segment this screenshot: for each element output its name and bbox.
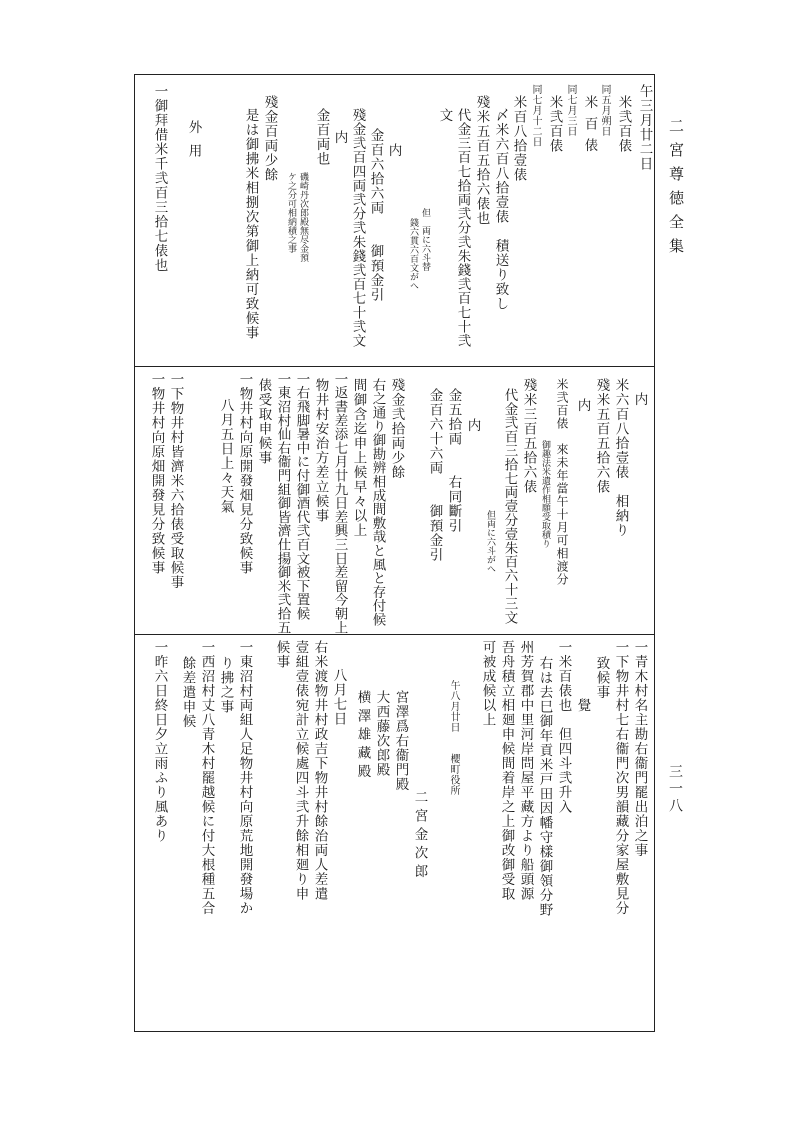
text-column: 金百六拾六両 御預金引 [367,128,384,302]
text-column: 一物井村向原開發畑見分致候事 [236,372,253,575]
text-column: 米弐百俵 [615,95,632,153]
text-column: 磯崎丹次郎殿無尽金預 [298,172,308,262]
text-column: 一下物井村七右衞門次男韻藏分家屋敷見分 [612,640,629,916]
text-column: 間御含迄申上候早々以上 [350,378,367,538]
text-column: 代金三百七拾両弐分弐朱錢弐百七十弐 [454,108,471,348]
text-column: 物井村安治方差立候事 [312,378,329,523]
text-column: 米弐百俵 [546,95,563,153]
text-column: 〆米六百八拾壹俵 積送り致し [492,108,509,311]
text-column: 但 両に六斗替 [420,208,430,271]
text-column: 右は去巳御年貢米戸田因幡守樣御領分野 [536,656,553,917]
text-column: 米百俵 [581,95,598,160]
text-column: 殘金百両少餘 [261,95,278,182]
text-column: 同七月十二日 [530,84,541,147]
text-column: 殘米五百五拾六俵 [593,378,610,494]
text-column: 内 [464,418,481,433]
page-header: 二宮尊徳全集 [667,118,685,262]
text-column: 殘米五百五拾六俵也 [473,95,490,226]
text-column: 一御拜借米千弐百三拾七俵也 [151,84,168,273]
text-column: 殘米三百五拾六俵 [520,378,537,494]
text-column: 内 [331,130,348,145]
text-column: 米百八拾壹俵 [510,95,527,182]
text-column: 同五月朔日 [599,84,610,137]
text-column: 是は御拂米相捌次第御上納可致候事 [242,108,259,340]
text-column: 致候事 [593,656,610,700]
text-column: 宮澤爲右衞門殿 [392,690,409,792]
text-column: 八月五日上々天氣 [217,398,234,514]
text-column: ケ之分可相納積之事 [286,172,296,253]
text-column: 一米百俵也 但四斗弐升入 [555,640,572,814]
text-column: 同七月三日 [565,84,576,137]
text-column: 二宮金次郎 [411,790,428,883]
text-column: 一東沼村仙右衞門組御皆濟仕揚御米弐拾五 [274,372,291,635]
text-column: 候事 [273,640,290,669]
text-column: 一西沼村丈八青木村罷越候に付大根種五合 [198,640,215,916]
text-column: 吾舟積立相廻申候間着岸之上御改御受取 [498,640,515,901]
text-column: 餘差遣申候 [179,656,196,729]
text-column: 一青木村名主勘右衞門罷出泊之事 [631,640,648,858]
text-column: 午三月廿二日 [636,84,653,171]
text-column: 内 [574,398,591,413]
text-column: 金百両也 [313,108,330,166]
text-column: 大西藤次郎殿 [373,690,390,777]
text-column: 米六百八拾壹俵 相納り [612,378,629,538]
text-column: 但両に六斗がへ [485,510,495,573]
text-column: 内 [631,392,648,407]
text-column: 覺 [574,698,591,713]
text-column: 俵受取申候事 [255,378,272,465]
text-column: 州芳賀郡中里河岸問屋平藏方より船頭源 [517,640,534,901]
text-column: 一右飛脚暑中に付御酒代弐百文被下置候 [293,372,310,621]
text-column: 文 [436,108,453,123]
text-column: 錢六貫六百文がへ [408,218,418,290]
text-column: 殘金弐拾両少餘 [388,378,405,480]
text-column: 外用 [185,120,202,167]
text-column: 金五拾両 右同斷引 [445,388,462,533]
text-column: 内 [385,143,402,158]
text-column: 殘金弐百四両弐分弐朱錢弐百七十弐文 [349,108,366,348]
text-column: 代金弐百三拾七両壹分壹朱百六十三文 [501,388,518,625]
section-divider-1 [134,366,655,367]
text-column: 御趣法米遺作相願受取積り [540,440,550,548]
text-column: 右之通り御勘辨相成間敷哉と風と存付候 [369,378,386,627]
text-column: 壹組壹俵宛計立候處四斗弐升餘相廻り申 [292,640,309,901]
text-column: 一下物井村皆濟米六拾俵受取候事 [167,372,184,590]
text-column: 一返書差添七月廿九日差興三日差留今朝上 [331,372,348,635]
text-column: り拂之事 [217,656,234,714]
text-column: 一昨六日終日夕立雨ふり風あり [151,640,168,843]
text-column: 八月七日 [330,668,347,726]
text-column: 横澤雄藏殿 [354,690,371,783]
page-number: 三一八 [667,764,683,815]
text-column: 一物井村向原畑開發見分致候事 [148,372,165,575]
text-column: 可被成候以上 [479,640,496,727]
text-column: 金百六十六両 御預金引 [426,388,443,562]
text-column: 米弐百俵 來未年當午十月可相渡分 [555,378,569,586]
text-column: 右米渡物井村政吉下物井村餘治両人差遣 [311,640,328,901]
section-divider-2 [134,634,655,635]
text-column: 一東沼村両組人足物井村向原荒地開發場か [236,640,253,916]
text-column: 午八月廿日 櫻町役所 [448,680,459,796]
